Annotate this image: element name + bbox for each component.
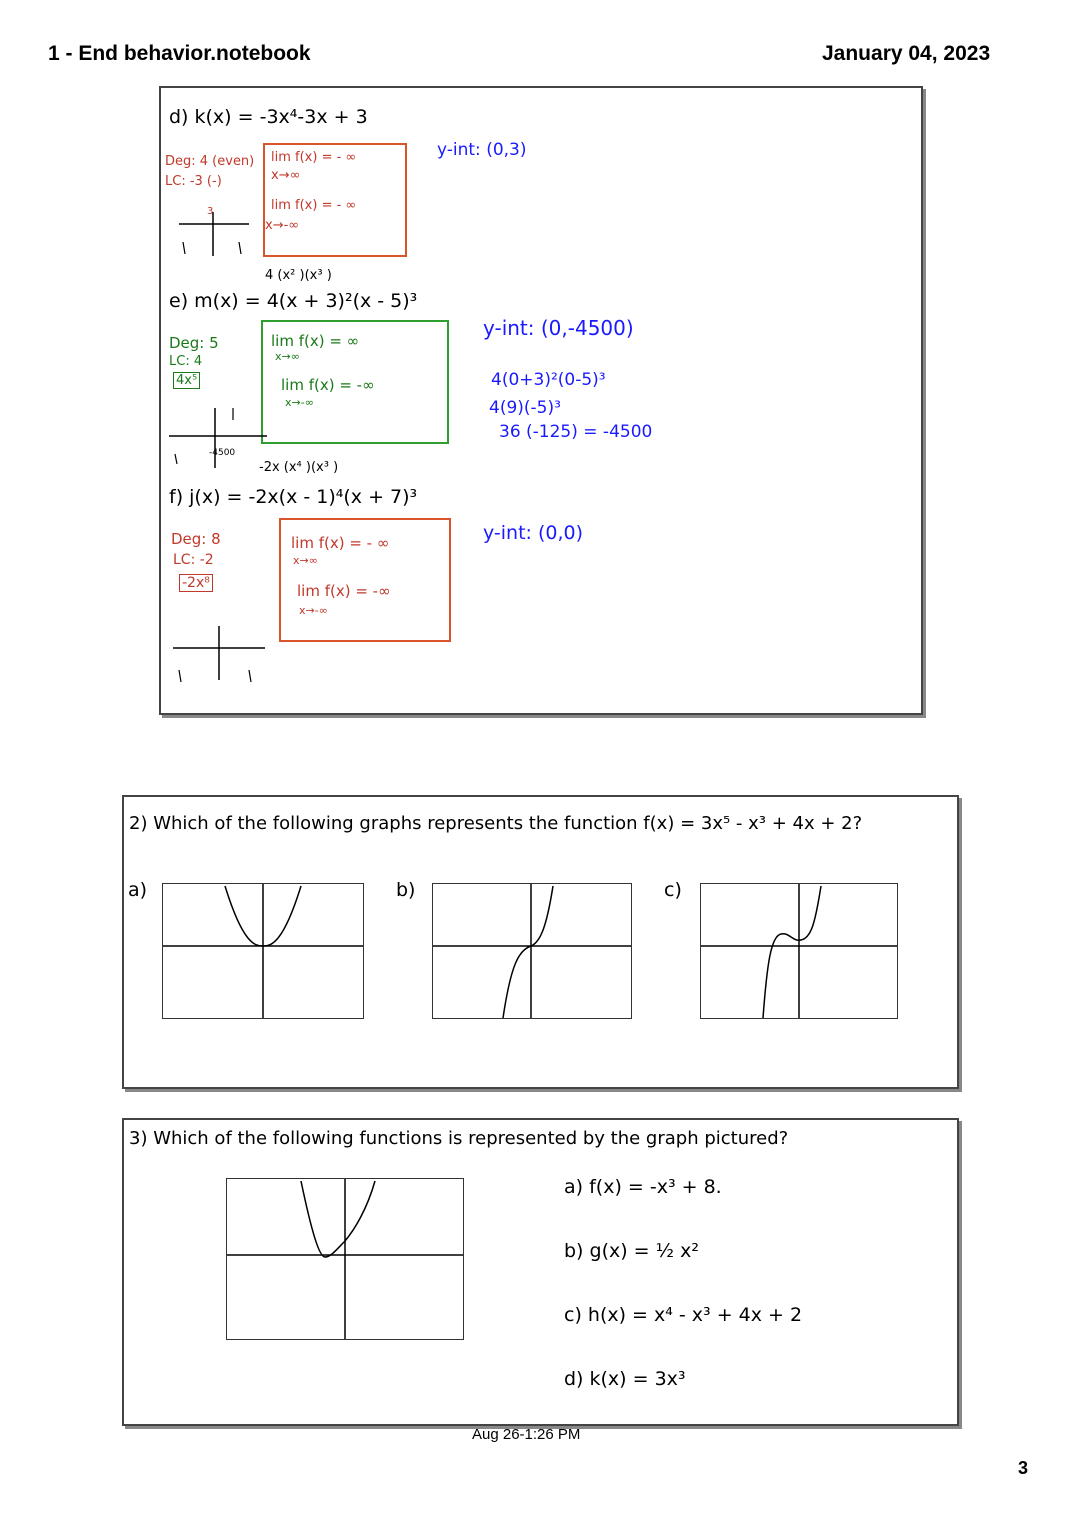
- q2-option-a-label: a): [128, 879, 148, 901]
- part-d-y-intercept: y-int: (0,3): [437, 140, 527, 160]
- part-f-degree: Deg: 8: [171, 530, 221, 548]
- q2-graph-a[interactable]: [162, 883, 364, 1019]
- q2-option-c-label: c): [664, 879, 682, 901]
- q3-choice-d[interactable]: d) k(x) = 3x³: [564, 1368, 686, 1390]
- q2-graph-b[interactable]: [432, 883, 632, 1019]
- part-f-limit-neg-sub: x→-∞: [299, 604, 328, 617]
- page-number: 3: [1018, 1458, 1029, 1478]
- part-e-y-intercept: y-int: (0,-4500): [483, 316, 634, 340]
- q2-graph-c[interactable]: [700, 883, 898, 1019]
- part-f-expand-note: -2x (x⁴ )(x³ ): [259, 460, 339, 475]
- question-3-box: [122, 1118, 959, 1426]
- part-e-expand-note: 4 (x² )(x³ ): [265, 268, 332, 283]
- timestamp: Aug 26-1:26 PM: [472, 1426, 581, 1443]
- notebook-title: 1 - End behavior.notebook: [48, 42, 311, 65]
- part-e-work-line3: 36 (-125) = -4500: [499, 422, 653, 442]
- question-3-text: 3) Which of the following functions is represented by the graph pictured?: [129, 1128, 789, 1149]
- notebook-date: January 04, 2023: [822, 42, 991, 65]
- part-d-degree: Deg: 4 (even): [165, 154, 255, 169]
- part-d-limit-pos-sub: x→∞: [271, 168, 301, 183]
- part-e-sketch-label: -4500: [209, 448, 236, 458]
- part-e-limit-pos: lim f(x) = ∞: [271, 332, 360, 350]
- part-f-limit-pos-sub: x→∞: [293, 554, 318, 567]
- part-e-limit-neg-sub: x→-∞: [285, 396, 314, 409]
- q3-choice-a[interactable]: a) f(x) = -x³ + 8.: [564, 1176, 722, 1198]
- part-d-equation: d) k(x) = -3x⁴-3x + 3: [169, 106, 368, 128]
- part-d-limit-pos: lim f(x) = - ∞: [271, 150, 357, 165]
- part-f-limit-neg: lim f(x) = -∞: [297, 582, 391, 600]
- part-d-sketch-axes: [169, 206, 259, 261]
- part-d-leading-coeff: LC: -3 (-): [165, 174, 222, 189]
- part-e-leading-term: 4x⁵: [173, 372, 200, 389]
- part-d-limit-neg: lim f(x) = - ∞: [271, 198, 357, 213]
- q3-choice-c[interactable]: c) h(x) = x⁴ - x³ + 4x + 2: [564, 1304, 803, 1326]
- part-e-limit-pos-sub: x→∞: [275, 350, 300, 363]
- q3-choice-b[interactable]: b) g(x) = ½ x²: [564, 1240, 699, 1262]
- part-e-work-line2: 4(9)(-5)³: [489, 398, 561, 418]
- part-f-leading-term: -2x⁸: [179, 574, 213, 592]
- part-f-equation: f) j(x) = -2x(x - 1)⁴(x + 7)³: [169, 486, 418, 508]
- part-f-sketch-axes: [169, 620, 269, 690]
- part-d-limit-neg-sub: x→-∞: [265, 218, 300, 233]
- part-f-leading-coeff: LC: -2: [173, 552, 214, 568]
- q2-option-b-label: b): [396, 879, 416, 901]
- part-f-y-intercept: y-int: (0,0): [483, 522, 584, 544]
- part-e-limit-neg: lim f(x) = -∞: [281, 376, 375, 394]
- question-2-box: [122, 795, 959, 1089]
- part-e-leading-coeff: LC: 4: [169, 354, 203, 369]
- question-2-text: 2) Which of the following graphs represents the function f(x) = 3x⁵ - x³ + 4x + 2?: [129, 813, 863, 834]
- part-e-degree: Deg: 5: [169, 334, 219, 352]
- notes-box-def: [159, 86, 923, 715]
- part-e-work-line1: 4(0+3)²(0-5)³: [491, 370, 606, 390]
- part-f-limit-pos: lim f(x) = - ∞: [291, 534, 390, 552]
- q3-graph: [226, 1178, 464, 1340]
- part-d-sketch-label: 3: [207, 206, 214, 217]
- part-e-equation: e) m(x) = 4(x + 3)²(x - 5)³: [169, 290, 418, 312]
